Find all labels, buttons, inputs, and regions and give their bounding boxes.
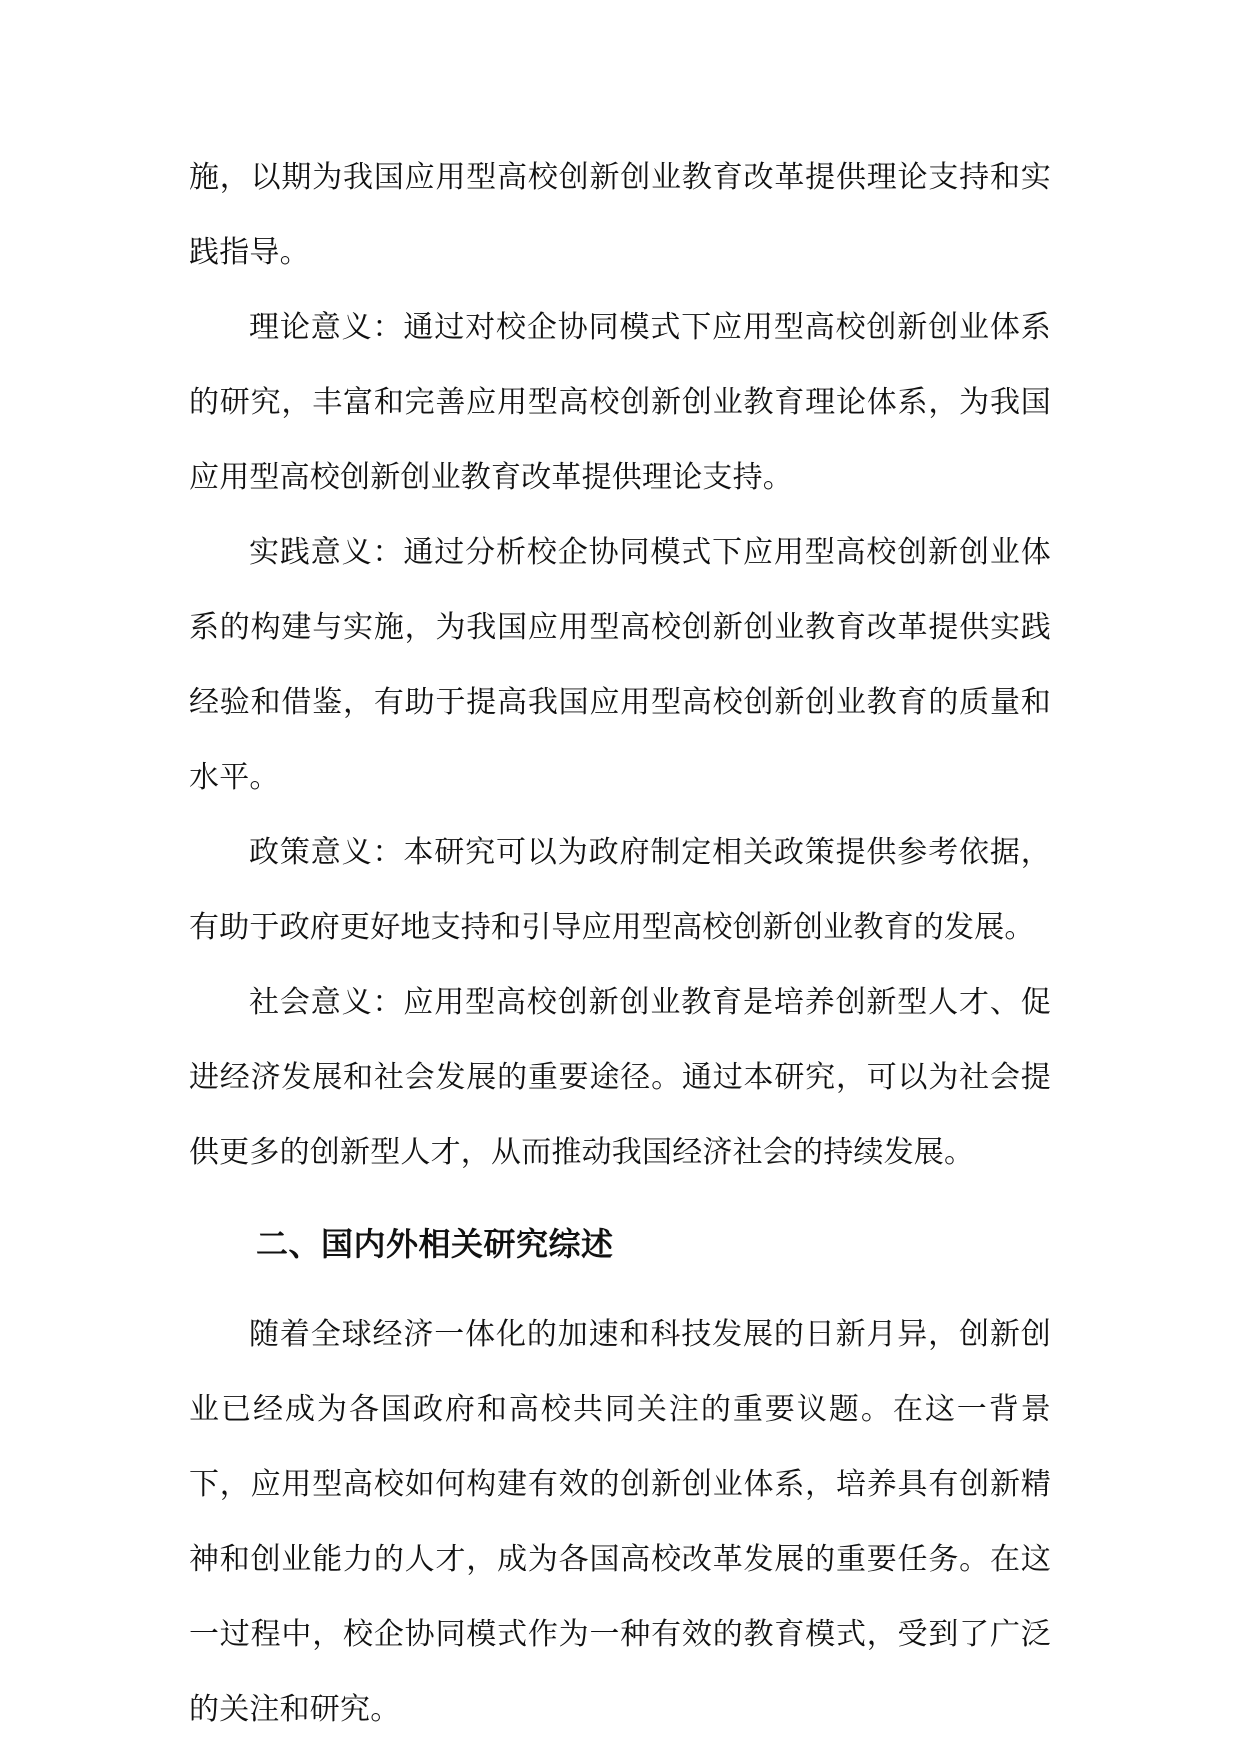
paragraph-theoretical-significance: 理论意义：通过对校企协同模式下应用型高校创新创业体系的研究，丰富和完善应用型高校创新创业教育理论体系，为我国应用型高校创新创业教育改革提供理论支持。 <box>189 310 1051 495</box>
page-content <box>189 140 1051 1747</box>
paragraph-social-significance: 社会意义：应用型高校创新创业教育是培养创新型人才、促进经济发展和社会发展的重要途径。通过本研究，可以为社会提供更多的创新型人才，从而推动我国经济社会的持续发展。 <box>189 985 1051 1170</box>
paragraph-research-review: 随着全球经济一体化的加速和科技发展的日新月异，创新创业已经成为各国政府和高校共同关注的重要议题。在这一背景下，应用型高校如何构建有效的创新创业体系，培养具有创新精神和创业能力的人才，成为各国高校改革发展的重要任务。在这一过程中，校企协同模式作为一种有效的教育模式，受到了广泛的关注和研究。 <box>189 1317 1051 1727</box>
section-heading: 二、国内外相关研究综述 <box>256 1225 614 1263</box>
paragraph-continuation: 施，以期为我国应用型高校创新创业教育改革提供理论支持和实践指导。 <box>189 160 1051 270</box>
paragraph-practical-significance: 实践意义：通过分析校企协同模式下应用型高校创新创业体系的构建与实施，为我国应用型高校创新创业教育改革提供实践经验和借鉴，有助于提高我国应用型高校创新创业教育的质量和水平。 <box>189 535 1051 795</box>
paragraph-policy-significance: 政策意义：本研究可以为政府制定相关政策提供参考依据，有助于政府更好地支持和引导应用型高校创新创业教育的发展。 <box>189 835 1051 945</box>
